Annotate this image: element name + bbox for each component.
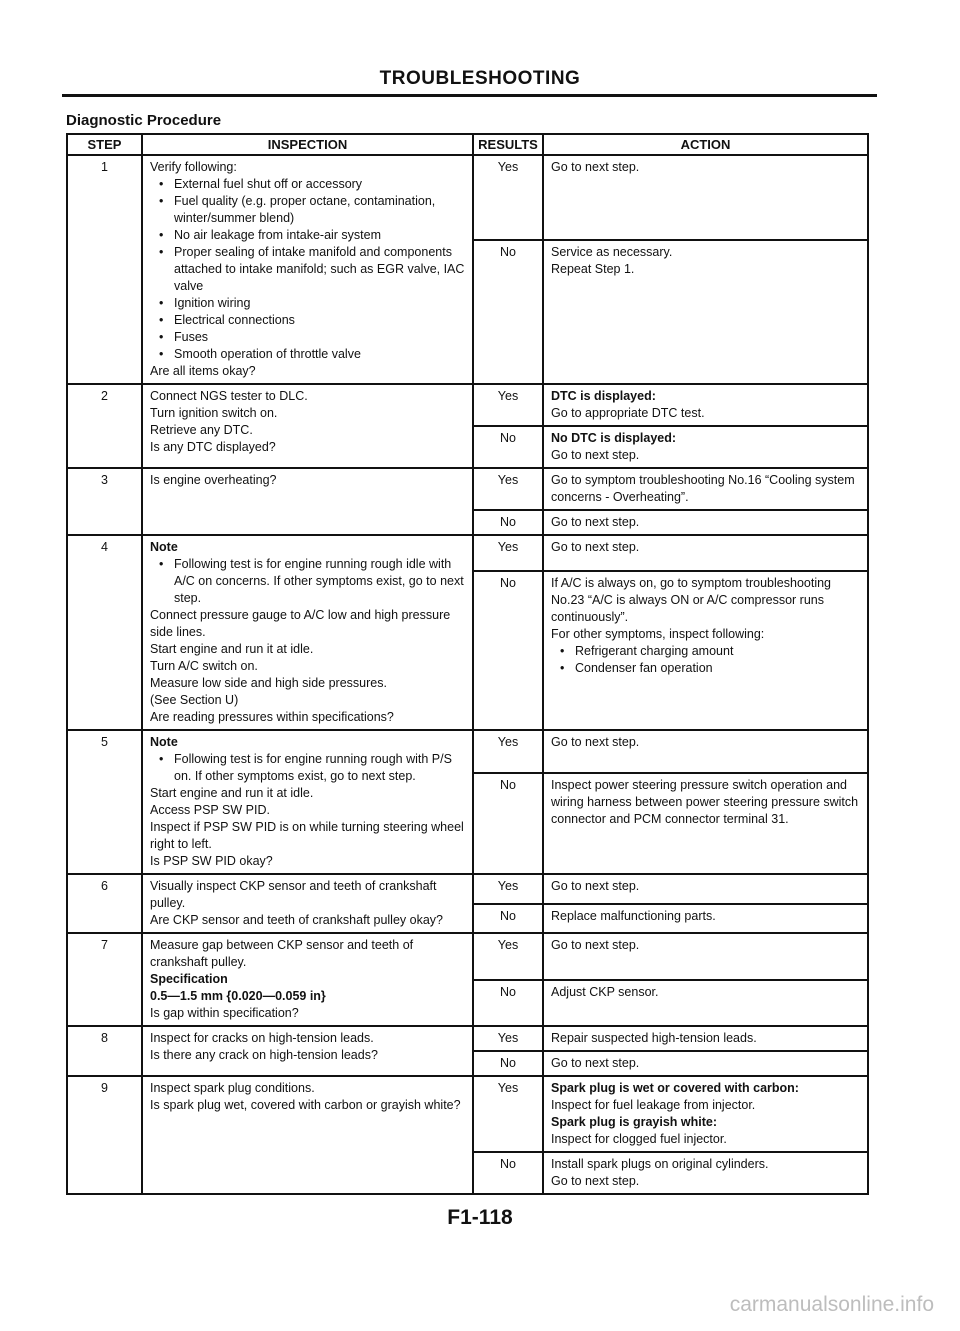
text-line: Adjust CKP sensor.	[551, 984, 659, 999]
text-line: Is any DTC displayed?	[150, 440, 276, 454]
step-number: 3	[67, 468, 142, 535]
emphasis-line: 0.5—1.5 mm {0.020—0.059 in}	[150, 989, 326, 1003]
table-row	[67, 535, 868, 571]
text-line: Replace malfunctioning parts.	[551, 908, 716, 923]
inspection-cell	[142, 468, 473, 535]
step-number: 6	[67, 874, 142, 933]
emphasis-line: No DTC is displayed:	[551, 431, 677, 445]
step-number: 8	[67, 1026, 142, 1076]
action-cell	[543, 874, 868, 904]
text-line: Are CKP sensor and teeth of crankshaft pulley okay?	[150, 913, 443, 927]
bullet-item: • Refrigerant charging amount	[551, 643, 860, 660]
text-line: Go to next step.	[551, 938, 640, 952]
action-cell	[543, 1152, 868, 1194]
step-number: 5	[67, 730, 142, 874]
text-line: Measure low side and high side pressures.	[150, 676, 387, 690]
result-cell: No	[473, 904, 543, 934]
text-line: Inspect for clogged fuel injector.	[551, 1132, 727, 1146]
inspection-cell	[142, 1076, 473, 1194]
emphasis-line: Note	[150, 735, 178, 749]
table-row	[67, 730, 868, 773]
text-line: Go to symptom troubleshooting No.16 “Cooling system concerns - Overheating”.	[551, 473, 855, 504]
section-heading: Diagnostic Procedure	[66, 112, 222, 129]
result-cell: No	[473, 1152, 543, 1194]
text-line: Are all items okay?	[150, 364, 256, 378]
watermark: carmanualsonline.info	[729, 1293, 934, 1316]
text-line: Go to next step.	[551, 515, 640, 529]
action-cell	[543, 240, 868, 384]
header-step: STEP	[67, 134, 142, 155]
bullet-item: • No air leakage from intake-air system	[150, 227, 465, 244]
result-cell: No	[473, 773, 543, 874]
result-cell: No	[473, 510, 543, 535]
step-number: 7	[67, 933, 142, 1026]
action-cell	[543, 510, 868, 535]
text-line: Go to next step.	[551, 160, 640, 174]
text-line: Measure gap between CKP sensor and teeth of crankshaft pulley.	[150, 938, 414, 969]
action-cell	[543, 1026, 868, 1051]
bullet-item: • Proper sealing of intake manifold and components attached to intake manifold; such as EGR valve, IAC valve	[150, 244, 465, 295]
bullet-item: • Fuel quality (e.g. proper octane, contamination, winter/summer blend)	[150, 193, 465, 227]
text-line: Turn A/C switch on.	[150, 659, 258, 673]
action-cell	[543, 571, 868, 730]
text-line: Go to next step.	[551, 1056, 640, 1070]
result-cell: Yes	[473, 155, 543, 240]
result-cell: No	[473, 980, 543, 1027]
text-line: Is gap within specification?	[150, 1006, 299, 1020]
inspection-cell	[142, 384, 473, 468]
table-row	[67, 468, 868, 510]
result-cell: No	[473, 571, 543, 730]
text-line: Is engine overheating?	[150, 473, 277, 487]
page-number: F1-118	[447, 1206, 513, 1229]
result-cell: Yes	[473, 730, 543, 773]
table-row	[67, 874, 868, 904]
text-line: If A/C is always on, go to symptom troubleshooting No.23 “A/C is always ON or A/C compressor runs continuously”.	[551, 576, 831, 625]
text-line: Go to next step.	[551, 1174, 640, 1188]
page-title: TROUBLESHOOTING	[379, 68, 581, 89]
result-cell: Yes	[473, 874, 543, 904]
action-cell	[543, 980, 868, 1027]
bullet-list	[150, 556, 465, 607]
text-line: Is PSP SW PID okay?	[150, 854, 273, 868]
result-cell: Yes	[473, 384, 543, 426]
text-line: Access PSP SW PID.	[150, 803, 270, 817]
inspection-cell	[142, 874, 473, 933]
result-cell: No	[473, 426, 543, 468]
action-cell	[543, 730, 868, 773]
table-row	[67, 1026, 868, 1051]
text-line: Visually inspect CKP sensor and teeth of crankshaft pulley.	[150, 879, 437, 910]
text-line: Inspect for cracks on high-tension leads.	[150, 1031, 374, 1045]
table-row	[67, 384, 868, 426]
text-line: Is there any crack on high-tension leads?	[150, 1048, 378, 1062]
text-line: Verify following:	[150, 160, 237, 174]
action-cell	[543, 1076, 868, 1152]
text-line: Go to next step.	[551, 879, 640, 893]
bullet-list	[150, 751, 465, 785]
text-line: Are reading pressures within specifications?	[150, 710, 394, 724]
inspection-cell	[142, 730, 473, 874]
emphasis-line: Spark plug is grayish white:	[551, 1115, 718, 1129]
text-line: For other symptoms, inspect following:	[551, 627, 765, 642]
text-line: Retrieve any DTC.	[150, 423, 253, 437]
action-cell	[543, 468, 868, 510]
text-line: Repeat Step 1.	[551, 262, 635, 277]
text-line: Inspect for fuel leakage from injector.	[551, 1098, 756, 1112]
emphasis-line: DTC is displayed:	[551, 389, 656, 403]
text-line: Go to appropriate DTC test.	[551, 406, 705, 420]
title-rule	[62, 94, 877, 97]
text-line: Connect pressure gauge to A/C low and high pressure side lines.	[150, 608, 451, 639]
emphasis-line: Note	[150, 540, 178, 554]
diagnostic-table	[66, 133, 869, 1195]
text-line: Inspect power steering pressure switch operation and wiring harness between power steering pressure switch connector and PCM connector terminal 31.	[551, 777, 859, 826]
bullet-item: • Ignition wiring	[150, 295, 465, 312]
text-line: Is spark plug wet, covered with carbon or grayish white?	[150, 1098, 461, 1112]
bullet-item: • Smooth operation of throttle valve	[150, 346, 465, 363]
result-cell: Yes	[473, 1076, 543, 1152]
header-action: ACTION	[543, 134, 868, 155]
action-cell	[543, 384, 868, 426]
table-body	[67, 155, 868, 1194]
text-line: Inspect spark plug conditions.	[150, 1081, 315, 1095]
table-row	[67, 933, 868, 980]
result-cell: Yes	[473, 933, 543, 980]
bullet-item: • External fuel shut off or accessory	[150, 176, 465, 193]
text-line: Service as necessary.	[551, 245, 673, 260]
bullet-list	[150, 176, 465, 363]
bullet-item: • Following test is for engine running rough idle with A/C on concerns. If other symptoms exist, go to next step.	[150, 556, 465, 607]
text-line: Go to next step.	[551, 735, 640, 749]
action-cell	[543, 773, 868, 874]
step-number: 4	[67, 535, 142, 730]
result-cell: No	[473, 1051, 543, 1076]
action-cell	[543, 426, 868, 468]
text-line: Start engine and run it at idle.	[150, 642, 314, 656]
text-line: Go to next step.	[551, 448, 640, 462]
step-number: 2	[67, 384, 142, 468]
bullet-item: • Condenser fan operation	[551, 660, 860, 677]
inspection-cell	[142, 535, 473, 730]
action-cell	[543, 933, 868, 980]
text-line: Turn ignition switch on.	[150, 406, 278, 420]
result-cell: No	[473, 240, 543, 384]
text-line: Inspect if PSP SW PID is on while turning steering wheel right to left.	[150, 820, 464, 851]
action-cell	[543, 155, 868, 240]
text-line: Repair suspected high-tension leads.	[551, 1031, 757, 1045]
step-number: 9	[67, 1076, 142, 1194]
action-cell	[543, 904, 868, 934]
header-results: RESULTS	[473, 134, 543, 155]
step-number: 1	[67, 155, 142, 384]
table-row	[67, 1076, 868, 1152]
table-header-row	[67, 134, 868, 155]
result-cell: Yes	[473, 1026, 543, 1051]
result-cell: Yes	[473, 468, 543, 510]
emphasis-line: Specification	[150, 972, 228, 986]
text-line: Install spark plugs on original cylinders.	[551, 1157, 769, 1171]
result-cell: Yes	[473, 535, 543, 571]
header-inspection: INSPECTION	[142, 134, 473, 155]
action-cell	[543, 535, 868, 571]
action-cell	[543, 1051, 868, 1076]
text-line: Go to next step.	[551, 540, 640, 554]
text-line: Connect NGS tester to DLC.	[150, 389, 308, 403]
inspection-cell	[142, 933, 473, 1026]
emphasis-line: Spark plug is wet or covered with carbon:	[551, 1081, 799, 1095]
bullet-item: • Electrical connections	[150, 312, 465, 329]
text-line: Start engine and run it at idle.	[150, 786, 314, 800]
bullet-list	[551, 643, 860, 677]
inspection-cell	[142, 1026, 473, 1076]
bullet-item: • Fuses	[150, 329, 465, 346]
text-line: (See Section U)	[150, 693, 239, 707]
bullet-item: • Following test is for engine running rough with P/S on. If other symptoms exist, go to next step.	[150, 751, 465, 785]
inspection-cell	[142, 155, 473, 384]
table-row	[67, 155, 868, 240]
